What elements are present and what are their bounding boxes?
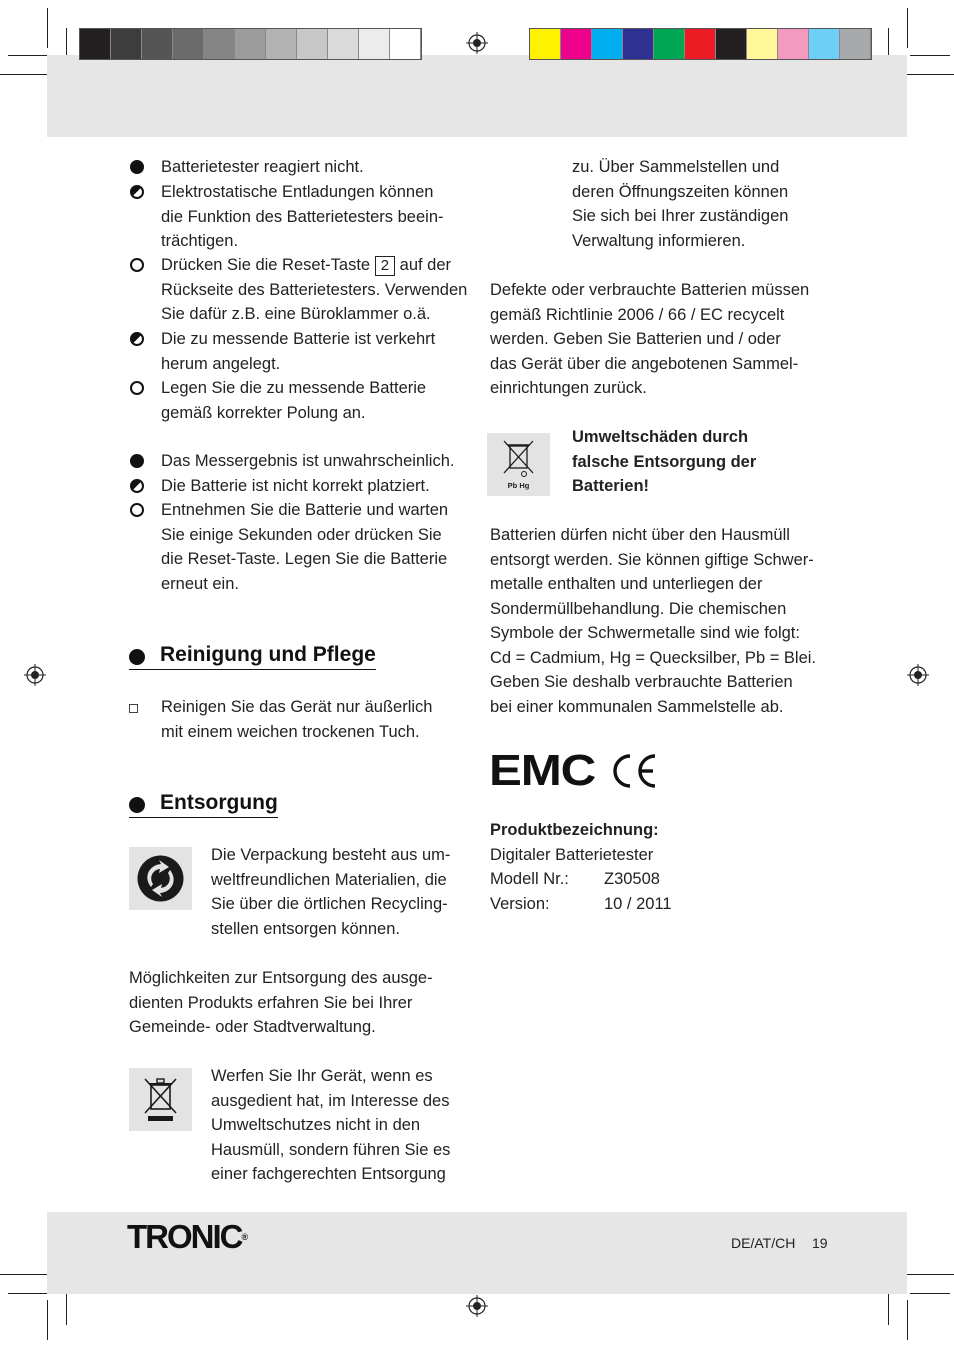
solution-bullet-icon bbox=[130, 381, 144, 395]
solution-text: Entnehmen Sie die Batterie und warten Sie einige Sekunden oder drücken Sie die Reset-Taste. Legen Sie die Batterie erneut ein. bbox=[161, 501, 449, 593]
gray-swatch bbox=[142, 29, 173, 59]
battery-weee-icon-box bbox=[487, 433, 550, 496]
problem-bullet-icon bbox=[130, 160, 144, 174]
crossed-bin-icon bbox=[129, 1068, 192, 1131]
gray-swatch bbox=[359, 29, 390, 59]
color-swatch bbox=[592, 29, 623, 59]
cause-bullet-icon bbox=[130, 332, 144, 346]
recycling-icon-box bbox=[129, 847, 192, 910]
reset-key-reference: 2 bbox=[375, 256, 395, 276]
gray-swatch bbox=[173, 29, 204, 59]
solution-text: Legen Sie die zu messende Batterie gemäß korrekter Polung an. bbox=[161, 379, 427, 422]
disposal-options-text: Möglichkeiten zur Entsorgung des ausge- dienten Produkts erfahren Sie bei Ihrer Gemeinde- oder Stadtverwaltung. bbox=[129, 969, 433, 1036]
gray-swatch bbox=[111, 29, 142, 59]
cause-text: Die zu messende Batterie ist verkehrt herum angelegt. bbox=[161, 330, 436, 373]
brand-logo: TRONIC® bbox=[127, 1218, 249, 1255]
color-swatch bbox=[530, 29, 561, 59]
gray-swatch bbox=[235, 29, 266, 59]
crop-mark bbox=[907, 1300, 908, 1340]
crop-mark bbox=[0, 1274, 50, 1275]
color-swatch bbox=[654, 29, 685, 59]
page-number: 19 bbox=[812, 1235, 828, 1251]
model-value: Z30508 bbox=[604, 870, 660, 888]
solution-bullet-icon bbox=[130, 503, 144, 517]
color-swatch bbox=[778, 29, 809, 59]
cleaning-heading: Reinigung und Pflege bbox=[129, 643, 376, 670]
registration-mark-icon bbox=[466, 1295, 488, 1317]
color-swatch bbox=[747, 29, 778, 59]
gray-swatch bbox=[204, 29, 235, 59]
crop-mark bbox=[47, 1300, 48, 1340]
model-label: Modell Nr.: bbox=[490, 870, 569, 888]
heavy-metal-label: Pb Hg bbox=[507, 481, 530, 490]
crop-mark bbox=[905, 1274, 954, 1275]
color-swatch bbox=[809, 29, 840, 59]
registration-mark-icon bbox=[466, 32, 488, 54]
cause-bullet-icon bbox=[130, 185, 144, 199]
product-info bbox=[490, 818, 672, 916]
gray-swatch bbox=[328, 29, 359, 59]
problem-text: Das Messergebnis ist unwahrscheinlich. bbox=[161, 452, 455, 470]
heavy-metal-text: Batterien dürfen nicht über den Hausmüll entsorgt werden. Sie können giftige Schwer- metalle enthalten und unterliegen der Sondermüllbehandlung. Die chemischen Symbole der Schwermetalle sind wie folgt: Cd = Cadmium, Hg = Quecksilber, Pb = Blei. Geben Sie deshalb verbrauchte Batterien bei einer kommunalen Sammelstelle ab. bbox=[490, 526, 817, 716]
footer-region: DE/AT/CH bbox=[731, 1235, 796, 1251]
registration-mark-icon bbox=[24, 664, 46, 686]
crop-mark bbox=[47, 8, 48, 48]
device-disposal-text: Werfen Sie Ihr Gerät, wenn es ausgedient hat, im Interesse des Umweltschutzes nicht in den Hausmüll, sondern führen Sie es einer fachgerechten Entsorgung bbox=[211, 1067, 451, 1183]
crop-mark bbox=[8, 55, 48, 56]
problem-bullet-icon bbox=[130, 454, 144, 468]
packaging-text: Die Verpackung besteht aus um- weltfreundlichen Materialien, die Sie über die örtlichen Recycling- stellen entsorgen können. bbox=[211, 846, 451, 938]
gray-calibration-strip bbox=[79, 28, 422, 60]
cleaning-text: Reinigen Sie das Gerät nur äußerlich mit einem weichen trockenen Tuch. bbox=[161, 698, 433, 741]
emc-mark: EMC bbox=[489, 746, 596, 795]
color-swatch bbox=[623, 29, 654, 59]
gray-swatch bbox=[297, 29, 328, 59]
color-swatch bbox=[685, 29, 716, 59]
header-band bbox=[47, 55, 907, 137]
solution-text: Drücken Sie die Reset-Taste 2 auf der Rückseite des Batterietesters. Verwenden Sie dafür z.B. eine Büroklammer o.ä. bbox=[161, 256, 468, 323]
checkbox-square-icon bbox=[129, 704, 138, 713]
green-dot-recycling-icon bbox=[129, 847, 192, 910]
color-swatch bbox=[840, 29, 871, 59]
registration-mark-icon bbox=[907, 664, 929, 686]
crop-mark bbox=[905, 74, 954, 75]
gray-swatch bbox=[390, 29, 421, 59]
crop-mark bbox=[8, 1293, 48, 1294]
ce-mark-icon bbox=[610, 753, 658, 789]
color-calibration-strip bbox=[529, 28, 872, 60]
gray-swatch bbox=[266, 29, 297, 59]
disposal-heading: Entsorgung bbox=[129, 791, 278, 818]
crop-mark bbox=[910, 55, 950, 56]
product-name: Digitaler Batterietester bbox=[490, 845, 654, 864]
cause-bullet-icon bbox=[130, 479, 144, 493]
color-swatch bbox=[561, 29, 592, 59]
crop-mark bbox=[907, 8, 908, 48]
crop-mark bbox=[910, 1293, 950, 1294]
product-label: Produktbezeichnung: bbox=[490, 821, 659, 839]
solution-bullet-icon bbox=[130, 258, 144, 272]
crop-mark bbox=[0, 74, 50, 75]
problem-text: Batterietester reagiert nicht. bbox=[161, 158, 364, 176]
color-swatch bbox=[716, 29, 747, 59]
version-value: 10 / 2011 bbox=[604, 894, 672, 913]
battery-recycling-text: Defekte oder verbrauchte Batterien müssen gemäß Richtlinie 2006 / 66 / EC recycelt werden. Geben Sie Batterien und / oder das Gerät über die angebotenen Sammel- einrichtungen zurück. bbox=[490, 281, 810, 397]
cause-text: Die Batterie ist nicht korrekt platziert. bbox=[161, 477, 430, 495]
gray-swatch bbox=[80, 29, 111, 59]
warning-title: Umweltschäden durch falsche Entsorgung der Batterien! bbox=[572, 428, 757, 495]
cause-text: Elektrostatische Entladungen können die Funktion des Batterietesters beein- trächtigen. bbox=[161, 183, 444, 250]
device-disposal-continued: zu. Über Sammelstellen und deren Öffnungszeiten können Sie sich bei Ihrer zuständigen Verwaltung informieren. bbox=[572, 158, 789, 250]
version-label: Version: bbox=[490, 894, 550, 913]
weee-icon-box bbox=[129, 1068, 192, 1131]
